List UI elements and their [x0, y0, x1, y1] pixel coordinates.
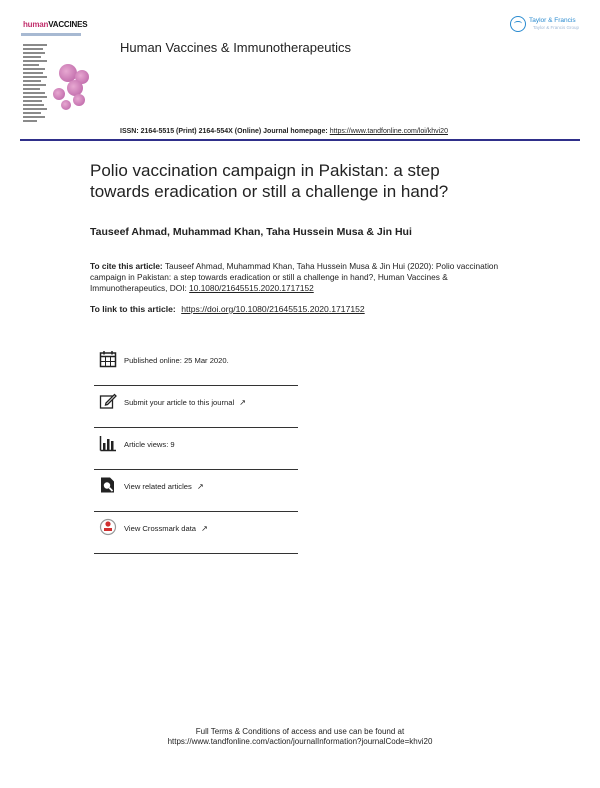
related-articles-link[interactable]: View related articles — [124, 482, 192, 491]
cover-cell-illustration — [51, 58, 101, 122]
external-link-icon: ↗ — [201, 524, 208, 533]
document-search-icon — [99, 476, 117, 494]
journal-cover-image — [21, 20, 109, 130]
published-online-row — [94, 344, 298, 386]
header-divider — [20, 139, 580, 141]
cover-text-lines — [23, 42, 49, 142]
footer-terms: Full Terms & Conditions of access and use can be found at https://www.tandfonline.com/action/journalInformation?journalCode=khvi20 — [0, 727, 600, 747]
cover-brand: humanVACCINES — [23, 20, 88, 29]
article-authors: Tauseef Ahmad, Muhammad Khan, Taha Hussein Musa & Jin Hui — [90, 226, 412, 238]
crossmark-row[interactable] — [94, 512, 298, 554]
external-link-icon: ↗ — [196, 482, 204, 491]
submit-article-row[interactable] — [94, 386, 298, 428]
related-articles-row[interactable] — [94, 470, 298, 512]
article-info-list — [94, 344, 298, 554]
journal-title: Human Vaccines & Immunotherapeutics — [120, 40, 351, 55]
calendar-icon — [99, 350, 117, 368]
published-online-text: Published online: 25 Mar 2020. — [124, 356, 229, 365]
crossmark-link[interactable]: View Crossmark data — [124, 524, 197, 533]
article-views-text: Article views: 9 — [124, 440, 175, 449]
crossmark-icon — [99, 518, 117, 536]
bar-chart-icon — [99, 434, 117, 452]
article-doi-url-link[interactable]: https://doi.org/10.1080/21645515.2020.1717152 — [181, 304, 365, 314]
article-link-line: To link to this article: https://doi.org/10.1080/21645515.2020.1717152 — [90, 304, 365, 314]
article-title: Polio vaccination campaign in Pakistan: a step towards eradication or still a challenge in hand? — [90, 161, 449, 201]
issn-line: ISSN: 2164-5515 (Print) 2164-554X (Online) Journal homepage: https://www.tandfonline.com/loi/khvi20 — [120, 128, 448, 135]
publisher-logo: Taylor & Francis Taylor & Francis Group — [510, 16, 590, 38]
journal-homepage-link[interactable]: https://www.tandfonline.com/loi/khvi20 — [329, 128, 448, 135]
pen-icon — [99, 392, 117, 410]
citation-block: To cite this article: Tauseef Ahmad, Muhammad Khan, Taha Hussein Musa & Jin Hui (2020): Polio vaccination campaign in Pakistan: a step towards eradication or still a challenge in hand?, Human Vaccines & Immunotherapeutics, DOI: 10.1080/21645515.2020.1717152 — [90, 261, 499, 293]
footer-terms-link[interactable]: https://www.tandfonline.com/action/journalInformation?journalCode=khvi20 — [167, 737, 433, 746]
submit-article-link[interactable]: Submit your article to this journal — [124, 398, 235, 407]
article-views-row — [94, 428, 298, 470]
taylor-francis-icon — [510, 16, 526, 32]
doi-link[interactable]: 10.1080/21645515.2020.1717152 — [189, 283, 314, 293]
external-link-icon: ↗ — [239, 398, 246, 407]
